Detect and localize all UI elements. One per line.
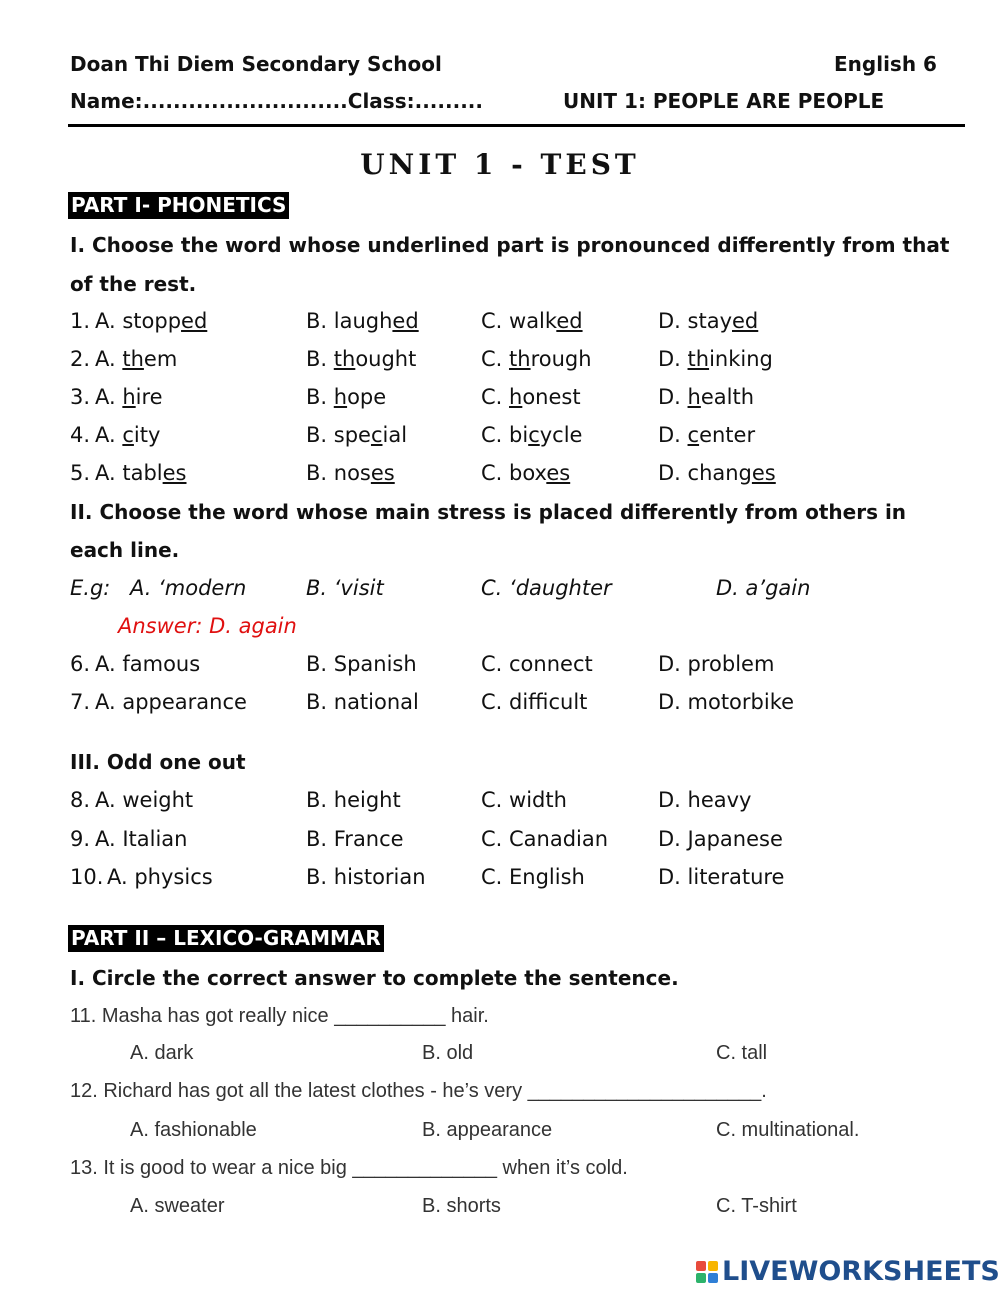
item-5-option-c[interactable] bbox=[481, 461, 570, 485]
option-text: D. bbox=[658, 385, 688, 409]
item-number: 10. bbox=[70, 865, 104, 889]
page-title: UNIT 1 - TEST bbox=[360, 148, 640, 181]
option-text: B. laugh bbox=[306, 309, 393, 333]
underlined-part: es bbox=[546, 461, 571, 485]
section-1-instruction-cont: of the rest. bbox=[70, 272, 197, 296]
item-5-option-d[interactable] bbox=[658, 461, 776, 485]
underlined-part: es bbox=[370, 461, 395, 485]
item-1-option-a[interactable] bbox=[95, 309, 207, 333]
item-7-option-d[interactable]: D. motorbike bbox=[658, 690, 795, 714]
underlined-part: es bbox=[162, 461, 187, 485]
item-10-option-b[interactable]: B. historian bbox=[306, 865, 426, 889]
item-3-option-a[interactable] bbox=[95, 385, 163, 409]
underlined-part: h bbox=[333, 385, 348, 409]
option-text: ealth bbox=[700, 385, 755, 409]
option-text: ycle bbox=[539, 423, 583, 447]
item-5-option-a[interactable] bbox=[95, 461, 187, 485]
option-text: ought bbox=[355, 347, 417, 371]
question-11: 11. Masha has got really nice __________ hair. bbox=[70, 1005, 489, 1027]
section-3-heading: III. Odd one out bbox=[70, 750, 246, 774]
logo-grid-icon bbox=[696, 1261, 718, 1283]
header-divider bbox=[68, 124, 965, 127]
item-9-option-b[interactable]: B. France bbox=[306, 827, 404, 851]
option-text: B. spe bbox=[306, 423, 371, 447]
item-number: 8. bbox=[70, 788, 91, 812]
option-text: A. stopp bbox=[95, 309, 182, 333]
item-10-option-a[interactable]: A. physics bbox=[107, 865, 213, 889]
option-text: ire bbox=[135, 385, 163, 409]
option-text: A. bbox=[95, 347, 123, 371]
underlined-part: ed bbox=[181, 309, 208, 333]
item-number: 9. bbox=[70, 827, 91, 851]
example-option-d: D. a’gain bbox=[716, 576, 811, 600]
example-option-c: C. ‘daughter bbox=[481, 576, 612, 600]
logo-text: LIVEWORKSHEETS bbox=[722, 1256, 1000, 1287]
section-2-instruction: II. Choose the word whose main stress is placed differently from others in bbox=[70, 500, 907, 524]
example-option-b: B. ‘visit bbox=[306, 576, 384, 600]
example-option-a: A. ‘modern bbox=[130, 576, 247, 600]
option-text: D. bbox=[658, 423, 688, 447]
option-text: ity bbox=[133, 423, 161, 447]
underlined-part: th bbox=[333, 347, 356, 371]
underlined-part: ed bbox=[556, 309, 583, 333]
item-7-option-a[interactable]: A. appearance bbox=[95, 690, 247, 714]
part-1-label: PART I- PHONETICS bbox=[68, 192, 289, 219]
underlined-part: th bbox=[509, 347, 531, 371]
underlined-part: th bbox=[687, 347, 710, 371]
option-text: C. bbox=[481, 385, 510, 409]
item-2-option-a[interactable] bbox=[95, 347, 177, 371]
option-text: C. bbox=[481, 347, 510, 371]
item-2-option-c[interactable] bbox=[481, 347, 592, 371]
option-text: em bbox=[143, 347, 178, 371]
item-4-option-c[interactable] bbox=[481, 423, 582, 447]
q13-option-a[interactable]: A. sweater bbox=[130, 1195, 225, 1217]
q11-option-b[interactable]: B. old bbox=[422, 1042, 474, 1064]
q12-option-b[interactable]: B. appearance bbox=[422, 1119, 553, 1141]
option-text: D. bbox=[658, 347, 688, 371]
q11-option-a[interactable]: A. dark bbox=[130, 1042, 194, 1064]
item-7-option-b[interactable]: B. national bbox=[306, 690, 419, 714]
item-9-option-c[interactable]: C. Canadian bbox=[481, 827, 609, 851]
underlined-part: h bbox=[122, 385, 136, 409]
item-number: 5. bbox=[70, 461, 91, 485]
part-2-section-1-heading: I. Circle the correct answer to complete the sentence. bbox=[70, 966, 679, 990]
option-text: A. bbox=[95, 423, 123, 447]
item-3-option-c[interactable] bbox=[481, 385, 581, 409]
option-text: ial bbox=[382, 423, 408, 447]
item-10-option-c[interactable]: C. English bbox=[481, 865, 585, 889]
item-number: 6. bbox=[70, 652, 91, 676]
question-13: 13. It is good to wear a nice big _____________ when it’s cold. bbox=[70, 1157, 628, 1179]
option-text: B. nos bbox=[306, 461, 371, 485]
item-3-option-d[interactable] bbox=[658, 385, 754, 409]
option-text: B. bbox=[306, 347, 334, 371]
item-9-option-d[interactable]: D. Japanese bbox=[658, 827, 783, 851]
item-2-option-d[interactable] bbox=[658, 347, 773, 371]
q12-option-c[interactable]: C. multinational. bbox=[716, 1119, 860, 1141]
item-4-option-b[interactable] bbox=[306, 423, 407, 447]
option-text: ope bbox=[347, 385, 387, 409]
item-number: 7. bbox=[70, 690, 91, 714]
option-text: inking bbox=[709, 347, 773, 371]
underlined-part: c bbox=[687, 423, 700, 447]
item-number: 4. bbox=[70, 423, 91, 447]
item-3-option-b[interactable] bbox=[306, 385, 386, 409]
subject-label: English 6 bbox=[834, 52, 937, 76]
option-text: rough bbox=[530, 347, 592, 371]
option-text: D. chang bbox=[658, 461, 752, 485]
q12-option-a[interactable]: A. fashionable bbox=[130, 1119, 257, 1141]
underlined-part: th bbox=[122, 347, 144, 371]
item-1-option-d[interactable] bbox=[658, 309, 758, 333]
option-text: D. stay bbox=[658, 309, 732, 333]
part-2-label: PART II – LEXICO-GRAMMAR bbox=[68, 925, 384, 952]
item-10-option-d[interactable]: D. literature bbox=[658, 865, 785, 889]
item-1-option-c[interactable] bbox=[481, 309, 583, 333]
underlined-part: ed bbox=[392, 309, 419, 333]
item-9-option-a[interactable]: A. Italian bbox=[95, 827, 188, 851]
option-text: C. box bbox=[481, 461, 547, 485]
item-8-option-d[interactable]: D. heavy bbox=[658, 788, 752, 812]
underlined-part: h bbox=[687, 385, 701, 409]
item-8-option-a[interactable]: A. weight bbox=[95, 788, 194, 812]
underlined-part: ed bbox=[732, 309, 759, 333]
item-8-option-c[interactable]: C. width bbox=[481, 788, 567, 812]
underlined-part: h bbox=[509, 385, 523, 409]
option-text: C. bi bbox=[481, 423, 529, 447]
example-label: E.g: bbox=[70, 576, 111, 600]
item-4-option-a[interactable] bbox=[95, 423, 160, 447]
item-5-option-b[interactable] bbox=[306, 461, 395, 485]
option-text: C. walk bbox=[481, 309, 557, 333]
item-number: 2. bbox=[70, 347, 91, 371]
name-class-line: Name:...........................Class:......... bbox=[70, 89, 483, 113]
item-4-option-d[interactable] bbox=[658, 423, 755, 447]
underlined-part: c bbox=[370, 423, 383, 447]
option-text: A. tabl bbox=[95, 461, 163, 485]
item-1-option-b[interactable] bbox=[306, 309, 419, 333]
option-text: A. bbox=[95, 385, 123, 409]
example-answer: Answer: D. again bbox=[118, 614, 297, 638]
q13-option-b[interactable]: B. shorts bbox=[422, 1195, 501, 1217]
school-name: Doan Thi Diem Secondary School bbox=[70, 52, 442, 76]
item-7-option-c[interactable]: C. difficult bbox=[481, 690, 588, 714]
option-text: B. bbox=[306, 385, 334, 409]
underlined-part: c bbox=[122, 423, 134, 447]
q13-option-c[interactable]: C. T-shirt bbox=[716, 1195, 797, 1217]
item-6-option-c[interactable]: C. connect bbox=[481, 652, 593, 676]
underlined-part: c bbox=[528, 423, 540, 447]
item-6-option-b[interactable]: B. Spanish bbox=[306, 652, 417, 676]
item-number: 3. bbox=[70, 385, 91, 409]
underlined-part: es bbox=[751, 461, 776, 485]
item-6-option-d[interactable]: D. problem bbox=[658, 652, 775, 676]
item-6-option-a[interactable]: A. famous bbox=[95, 652, 201, 676]
question-12: 12. Richard has got all the latest clothes - he’s very _____________________. bbox=[70, 1080, 767, 1102]
item-number: 1. bbox=[70, 309, 91, 333]
option-text: enter bbox=[699, 423, 756, 447]
q11-option-c[interactable]: C. tall bbox=[716, 1042, 768, 1064]
section-1-instruction: I. Choose the word whose underlined part is pronounced differently from that bbox=[70, 233, 950, 257]
section-2-instruction-cont: each line. bbox=[70, 538, 180, 562]
option-text: onest bbox=[522, 385, 581, 409]
item-2-option-b[interactable] bbox=[306, 347, 416, 371]
item-8-option-b[interactable]: B. height bbox=[306, 788, 401, 812]
unit-title: UNIT 1: PEOPLE ARE PEOPLE bbox=[563, 89, 885, 113]
liveworksheets-logo[interactable] bbox=[696, 1256, 1000, 1287]
